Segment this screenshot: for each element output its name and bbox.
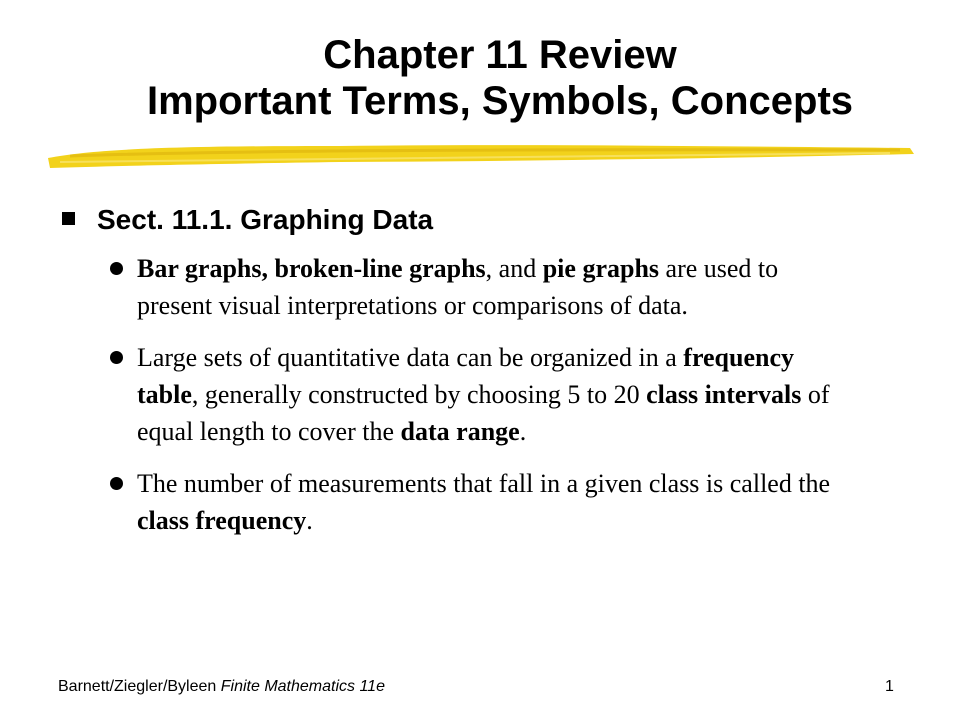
term-pie-graphs: pie graphs (542, 254, 660, 283)
term-class-intervals: class intervals (646, 380, 802, 409)
round-bullet-icon (110, 351, 123, 364)
slide-title (40, 32, 960, 124)
bullet-text: . (306, 506, 313, 535)
square-bullet-icon (62, 212, 75, 225)
list-item (60, 339, 857, 450)
bullet-text: of equal length to cover the (137, 380, 830, 446)
page-number: 1 (885, 678, 894, 695)
list-item (60, 250, 857, 324)
round-bullet-icon (110, 262, 123, 275)
footer-authors: Barnett/Ziegler/Byleen (58, 678, 221, 695)
bullet-text: The number of measurements that fall in a given class is called the (137, 469, 831, 498)
section-heading-text: Sect. 11.1. Graphing Data (97, 204, 434, 235)
bullet-text: Large sets of quantitative data can be organized in a (137, 343, 684, 372)
bullet-text: . (519, 417, 527, 446)
section-heading (60, 200, 920, 240)
bullet-list (60, 250, 920, 539)
term-bar-graphs: Bar graphs, broken-line graphs (137, 254, 486, 283)
term-data-range: data range (400, 417, 520, 446)
list-item (60, 465, 857, 539)
footer-citation (58, 678, 385, 696)
bullet-text: , and (485, 254, 543, 283)
title-line-2: Important Terms, Symbols, Concepts (146, 79, 854, 123)
round-bullet-icon (110, 477, 123, 490)
bullet-text: , generally constructed by choosing 5 to 20 (191, 380, 647, 409)
term-frequency-table: frequency table (137, 343, 795, 409)
footer-book-title: Finite Mathematics 11e (220, 678, 385, 695)
term-class-frequency: class frequency (137, 506, 307, 535)
bullet-text: are used to present visual interpretations or comparisons of data. (137, 254, 779, 320)
highlighter-stroke (40, 134, 920, 174)
title-line-1: Chapter 11 Review (323, 33, 677, 77)
section-graphing-data (60, 200, 920, 554)
